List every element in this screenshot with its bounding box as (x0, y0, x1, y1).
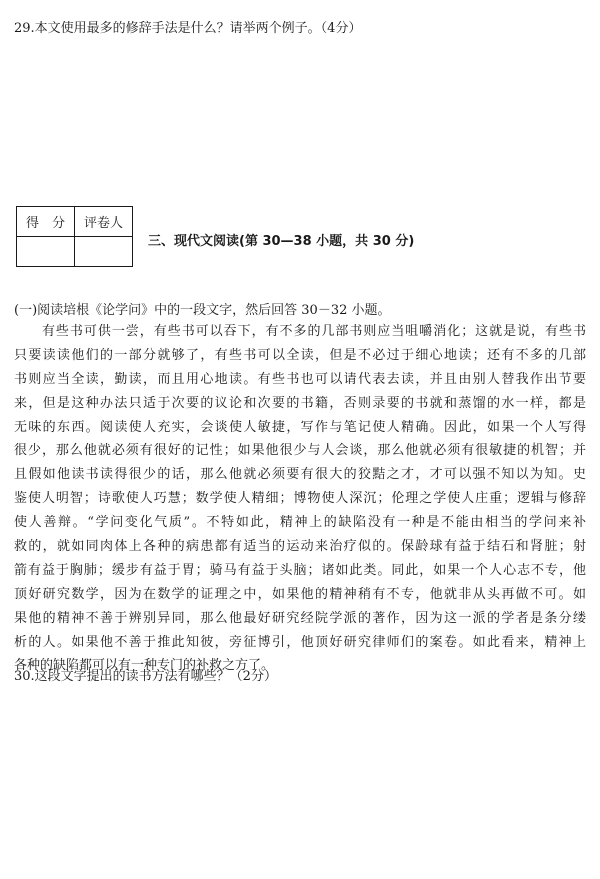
score-table (16, 206, 133, 267)
question-29: 29.本文使用最多的修辞手法是什么？请举两个例子。（4分） (14, 21, 362, 36)
passage-line: 有些书可供一尝，有些书可以吞下，有不多的几部书则应当咀嚼消化；这就是说，有些书 (14, 324, 586, 339)
passage-line: 无味的东西。阅读使人充实，会谈使人敏捷，写作与笔记使人精确。因此，如果一个人写得 (14, 419, 586, 435)
grader-cell[interactable] (75, 237, 133, 267)
passage (14, 320, 586, 678)
grader-label: 评卷人 (75, 207, 133, 237)
passage-line: 鉴使人明智；诗歌使人巧慧；数学使人精细；博物使人深沉；伦理之学使人庄重；逻辑与修辞 (14, 491, 586, 507)
passage-line: 书则应当全读，勤读，而且用心地读。有些书也可以请代表去读，并且由别人替我作出节要 (14, 371, 586, 387)
passage-line: 救的，就如同肉体上各种的病患都有适当的运动来治疗似的。保龄球有益于结石和肾脏；射 (14, 539, 586, 555)
question-30: 30.这段文字提出的读书方法有哪些？（2分） (14, 669, 277, 684)
score-label: 得 分 (17, 207, 75, 237)
passage-line: 来，但是这种办法只适于次要的议论和次要的书籍，否则录要的书就和蒸馏的水一样，都是 (14, 395, 586, 411)
passage-line: 很少，那么他就必须有很好的记性；如果他很少与人会谈，那么他就必须有很敏捷的机智；并 (14, 443, 586, 459)
passage-line: 顶好研究数学，因为在数学的证理之中，如果他的精神稍有不专，他就非从头再做不可。如 (14, 586, 586, 602)
passage-line: 箭有益于胸肺；缓步有益于胃；骑马有益于头脑；诸如此类。同此，如果一个人心志不专，他 (14, 562, 586, 578)
passage-line: 使人善辩。“学问变化气质”。不特如此，精神上的缺陷没有一种是不能由相当的学问来补 (14, 515, 586, 531)
passage-line: 析的人。如果他不善于推此知彼，旁征博引，他顶好研究律师们的案卷。如此看来，精神上 (14, 634, 586, 650)
passage-line: 且假如他读书读得很少的话，那么他就必须要有很大的狡黠之才，才可以强不知以为知。史 (14, 467, 586, 483)
passage-line: 各种的缺陷都可以有一种专门的补救之方了。 (14, 658, 275, 674)
section-title: 三、现代文阅读(第 30—38 小题，共 30 分) (148, 234, 415, 249)
score-cell[interactable] (17, 237, 75, 267)
passage-line: 果他的精神不善于辨别异同，那么他最好研究经院学派的著作，因为这一派的学者是条分缕 (14, 610, 586, 626)
passage-intro: (一)阅读培根《论学问》中的一段文字，然后回答 30－32 小题。 (14, 303, 391, 318)
passage-line: 只要读读他们的一部分就够了，有些书可以全读，但是不必过于细心地读；还有不多的几部 (14, 347, 586, 363)
